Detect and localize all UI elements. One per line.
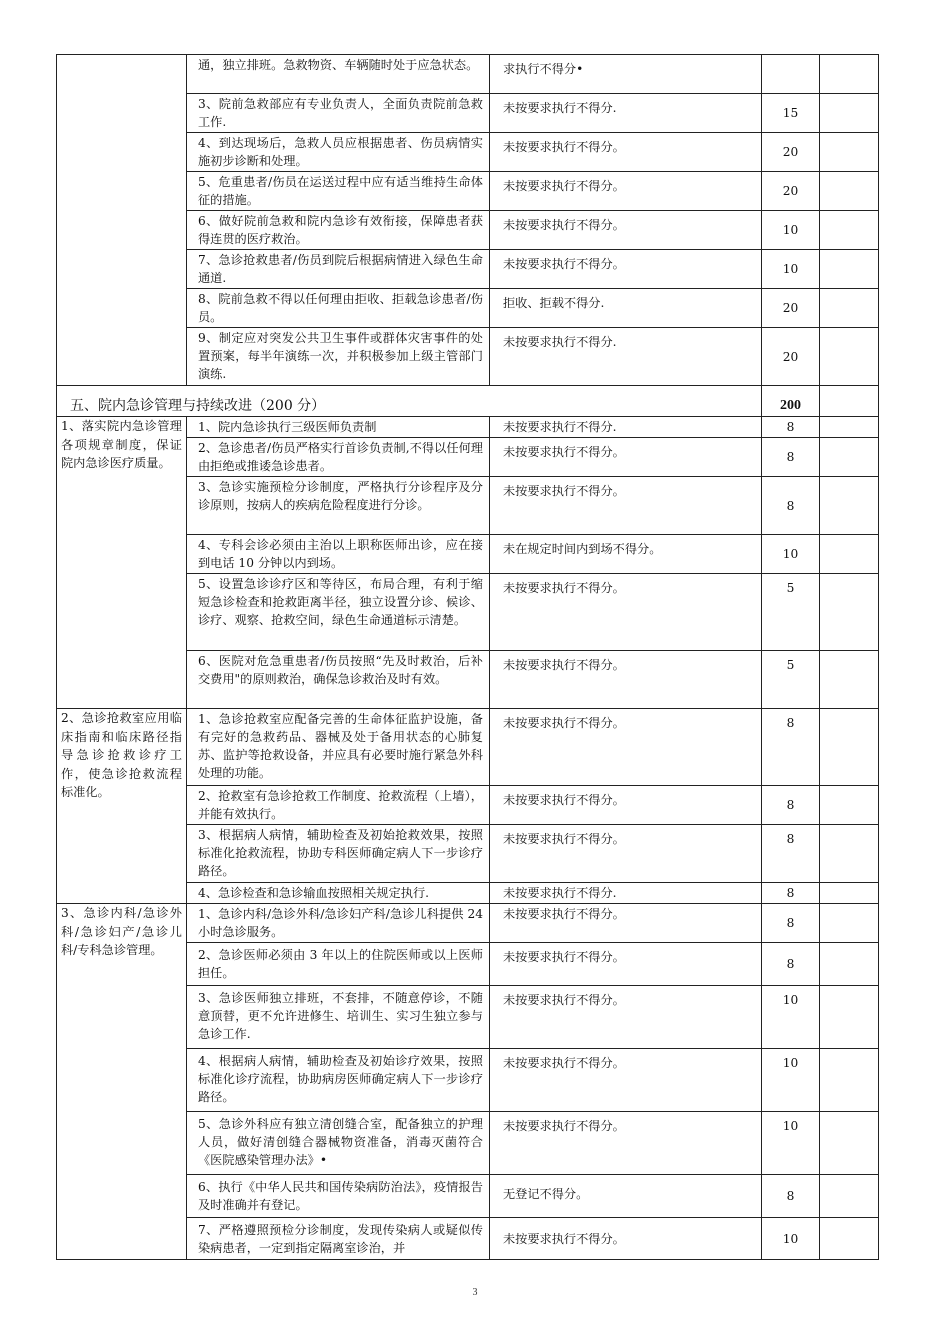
criterion-cell: 5、急诊外科应有独立清创缝合室，配备独立的护理人员，做好清创缝合器械物资准备，消毒灭菌符合《医院感染管理办法》• xyxy=(187,1112,490,1175)
criterion-cell: 4、根据病人病情，辅助检查及初始诊疗效果，按照标准化诊疗流程，协助病房医师确定病人下一步诊疗路径。 xyxy=(187,1049,490,1112)
score-cell: 8 xyxy=(762,883,820,904)
rule-cell: 未按要求执行不得分。 xyxy=(490,1049,762,1112)
score-cell: 10 xyxy=(762,211,820,250)
actual-score-cell xyxy=(820,55,879,94)
criterion-cell: 通，独立排班。急救物资、车辆随时处于应急状态。 xyxy=(187,55,490,94)
section-title: 五、院内急诊管理与持续改进（200 分） xyxy=(57,386,762,417)
actual-score-cell xyxy=(820,386,879,417)
category-cell xyxy=(57,55,187,386)
score-cell: 8 xyxy=(762,417,820,438)
rule-cell: 未按要求执行不得分。 xyxy=(490,477,762,535)
actual-score-cell xyxy=(820,438,879,477)
actual-score-cell xyxy=(820,786,879,825)
rule-cell: 未按要求执行不得分。 xyxy=(490,943,762,986)
actual-score-cell xyxy=(820,1112,879,1175)
actual-score-cell xyxy=(820,535,879,574)
actual-score-cell xyxy=(820,986,879,1049)
criterion-cell: 7、严格遵照预检分诊制度，发现传染病人或疑似传染病患者，一定到指定隔离室诊治，并 xyxy=(187,1218,490,1260)
score-cell: 8 xyxy=(762,709,820,786)
rule-cell: 未按要求执行不得分。 xyxy=(490,904,762,943)
score-cell: 10 xyxy=(762,1049,820,1112)
actual-score-cell xyxy=(820,328,879,386)
actual-score-cell xyxy=(820,943,879,986)
actual-score-cell xyxy=(820,289,879,328)
rule-cell: 未按要求执行不得分。 xyxy=(490,1218,762,1260)
score-cell: 10 xyxy=(762,535,820,574)
actual-score-cell xyxy=(820,904,879,943)
rule-cell: 未按要求执行不得分。 xyxy=(490,651,762,709)
criterion-cell: 5、危重患者/伤员在运送过程中应有适当维持生命体征的措施。 xyxy=(187,172,490,211)
score-cell: 8 xyxy=(762,477,820,535)
actual-score-cell xyxy=(820,1218,879,1260)
category-cell: 1、落实院内急诊管理各项规章制度，保证院内急诊医疗质量。 xyxy=(57,417,187,709)
rule-cell: 未按要求执行不得分. xyxy=(490,883,762,904)
rule-cell: 未按要求执行不得分。 xyxy=(490,786,762,825)
score-cell: 20 xyxy=(762,172,820,211)
actual-score-cell xyxy=(820,574,879,651)
criterion-cell: 4、到达现场后，急救人员应根据患者、伤员病情实施初步诊断和处理。 xyxy=(187,133,490,172)
criterion-cell: 1、院内急诊执行三级医师负责制 xyxy=(187,417,490,438)
document-page xyxy=(56,54,878,1260)
criterion-cell: 2、急诊医师必须由 3 年以上的住院医师或以上医师担任。 xyxy=(187,943,490,986)
criterion-cell: 7、急诊抢救患者/伤员到院后根据病情进入绿色生命通道. xyxy=(187,250,490,289)
rule-cell: 未按要求执行不得分。 xyxy=(490,250,762,289)
actual-score-cell xyxy=(820,1049,879,1112)
rule-cell: 未按要求执行不得分。 xyxy=(490,574,762,651)
actual-score-cell xyxy=(820,211,879,250)
rule-cell: 未按要求执行不得分。 xyxy=(490,709,762,786)
score-cell: 20 xyxy=(762,289,820,328)
section-total: 200 xyxy=(762,386,820,417)
criterion-cell: 9、制定应对突发公共卫生事件或群体灾害事件的处置预案，每半年演练一次，并积极参加上级主管部门演练. xyxy=(187,328,490,386)
score-cell: 10 xyxy=(762,986,820,1049)
criterion-cell: 4、专科会诊必须由主治以上职称医师出诊，应在接到电话 10 分钟以内到场。 xyxy=(187,535,490,574)
section-header-row xyxy=(57,386,879,417)
actual-score-cell xyxy=(820,883,879,904)
actual-score-cell xyxy=(820,133,879,172)
criterion-cell: 3、急诊实施预检分诊制度，严格执行分诊程序及分诊原则，按病人的疾病危险程度进行分诊。 xyxy=(187,477,490,535)
score-cell: 20 xyxy=(762,133,820,172)
actual-score-cell xyxy=(820,94,879,133)
rule-cell: 拒收、拒载不得分. xyxy=(490,289,762,328)
rule-cell: 未按要求执行不得分。 xyxy=(490,172,762,211)
actual-score-cell xyxy=(820,1175,879,1218)
score-cell: 8 xyxy=(762,786,820,825)
score-cell: 5 xyxy=(762,574,820,651)
rule-cell: 未按要求执行不得分. xyxy=(490,94,762,133)
criterion-cell: 6、做好院前急救和院内急诊有效衔接，保障患者获得连贯的医疗救治。 xyxy=(187,211,490,250)
score-cell: 8 xyxy=(762,825,820,883)
criterion-cell: 1、急诊内科/急诊外科/急诊妇产科/急诊儿科提供 24 小时急诊服务。 xyxy=(187,904,490,943)
actual-score-cell xyxy=(820,172,879,211)
criterion-cell: 5、设置急诊诊疗区和等待区，布局合理，有利于缩短急诊检查和抢救距离半径，独立设置分诊、候诊、诊疗、观察、抢救空间，绿色生命通道标示清楚。 xyxy=(187,574,490,651)
rule-cell: 未按要求执行不得分。 xyxy=(490,986,762,1049)
page-number: 3 xyxy=(472,1287,478,1298)
rule-cell: 未按要求执行不得分。 xyxy=(490,1112,762,1175)
criterion-cell: 1、急诊抢救室应配备完善的生命体征监护设施，备有完好的急救药品、器械及处于备用状态的心肺复苏、监护等抢救设备，并应具有必要时施行紧急外科处理的功能。 xyxy=(187,709,490,786)
rule-cell: 未按要求执行不得分。 xyxy=(490,133,762,172)
score-cell: 15 xyxy=(762,94,820,133)
actual-score-cell xyxy=(820,250,879,289)
criterion-cell: 6、医院对危急重患者/伤员按照“先及时救治，后补交费用"的原则救治，确保急诊救治及时有效。 xyxy=(187,651,490,709)
score-cell: 8 xyxy=(762,438,820,477)
actual-score-cell xyxy=(820,651,879,709)
actual-score-cell xyxy=(820,825,879,883)
score-cell: 10 xyxy=(762,1112,820,1175)
criterion-cell: 2、急诊患者/伤员严格实行首诊负责制,不得以任何理由拒绝或推诿急诊患者。 xyxy=(187,438,490,477)
actual-score-cell xyxy=(820,417,879,438)
rule-cell: 未按要求执行不得分。 xyxy=(490,438,762,477)
table-row xyxy=(57,55,879,94)
score-cell: 5 xyxy=(762,651,820,709)
actual-score-cell xyxy=(820,477,879,535)
table-row xyxy=(57,417,879,438)
criterion-cell: 3、院前急救部应有专业负责人，全面负责院前急救工作. xyxy=(187,94,490,133)
category-cell: 3、急诊内科/急诊外科/急诊妇产/急诊儿科/专科急诊管理。 xyxy=(57,904,187,1260)
criterion-cell: 6、执行《中华人民共和国传染病防治法》，疫情报告及时准确并有登记。 xyxy=(187,1175,490,1218)
score-cell: 8 xyxy=(762,1175,820,1218)
rule-cell: 未按要求执行不得分。 xyxy=(490,825,762,883)
score-cell: 8 xyxy=(762,943,820,986)
rule-cell: 未按要求执行不得分. xyxy=(490,417,762,438)
criterion-cell: 3、急诊医师独立排班，不套排，不随意停诊，不随意顶替，更不允许进修生、培训生、实习生独立参与急诊工作. xyxy=(187,986,490,1049)
category-cell: 2、急诊抢救室应用临床指南和临床路径指导急诊抢救诊疗工作，使急诊抢救流程标准化。 xyxy=(57,709,187,904)
rule-cell: 未按要求执行不得分。 xyxy=(490,211,762,250)
criterion-cell: 3、根据病人病情，辅助检查及初始抢救效果，按照标准化抢救流程，协助专科医师确定病人下一步诊疗路径。 xyxy=(187,825,490,883)
rule-cell: 未按要求执行不得分. xyxy=(490,328,762,386)
score-cell: 20 xyxy=(762,328,820,386)
table-row xyxy=(57,709,879,786)
scoring-table xyxy=(56,54,879,1260)
rule-cell: 未在规定时间内到场不得分。 xyxy=(490,535,762,574)
score-cell: 10 xyxy=(762,250,820,289)
criterion-cell: 8、院前急救不得以任何理由拒收、拒载急诊患者/伤员。 xyxy=(187,289,490,328)
table-row xyxy=(57,904,879,943)
actual-score-cell xyxy=(820,709,879,786)
score-cell: 10 xyxy=(762,1218,820,1260)
criterion-cell: 4、急诊检查和急诊输血按照相关规定执行. xyxy=(187,883,490,904)
rule-cell: 无登记不得分。 xyxy=(490,1175,762,1218)
rule-cell: 求执行不得分• xyxy=(490,55,762,94)
score-cell: 8 xyxy=(762,904,820,943)
criterion-cell: 2、抢救室有急诊抢救工作制度、抢救流程（上墙），并能有效执行。 xyxy=(187,786,490,825)
score-cell xyxy=(762,55,820,94)
